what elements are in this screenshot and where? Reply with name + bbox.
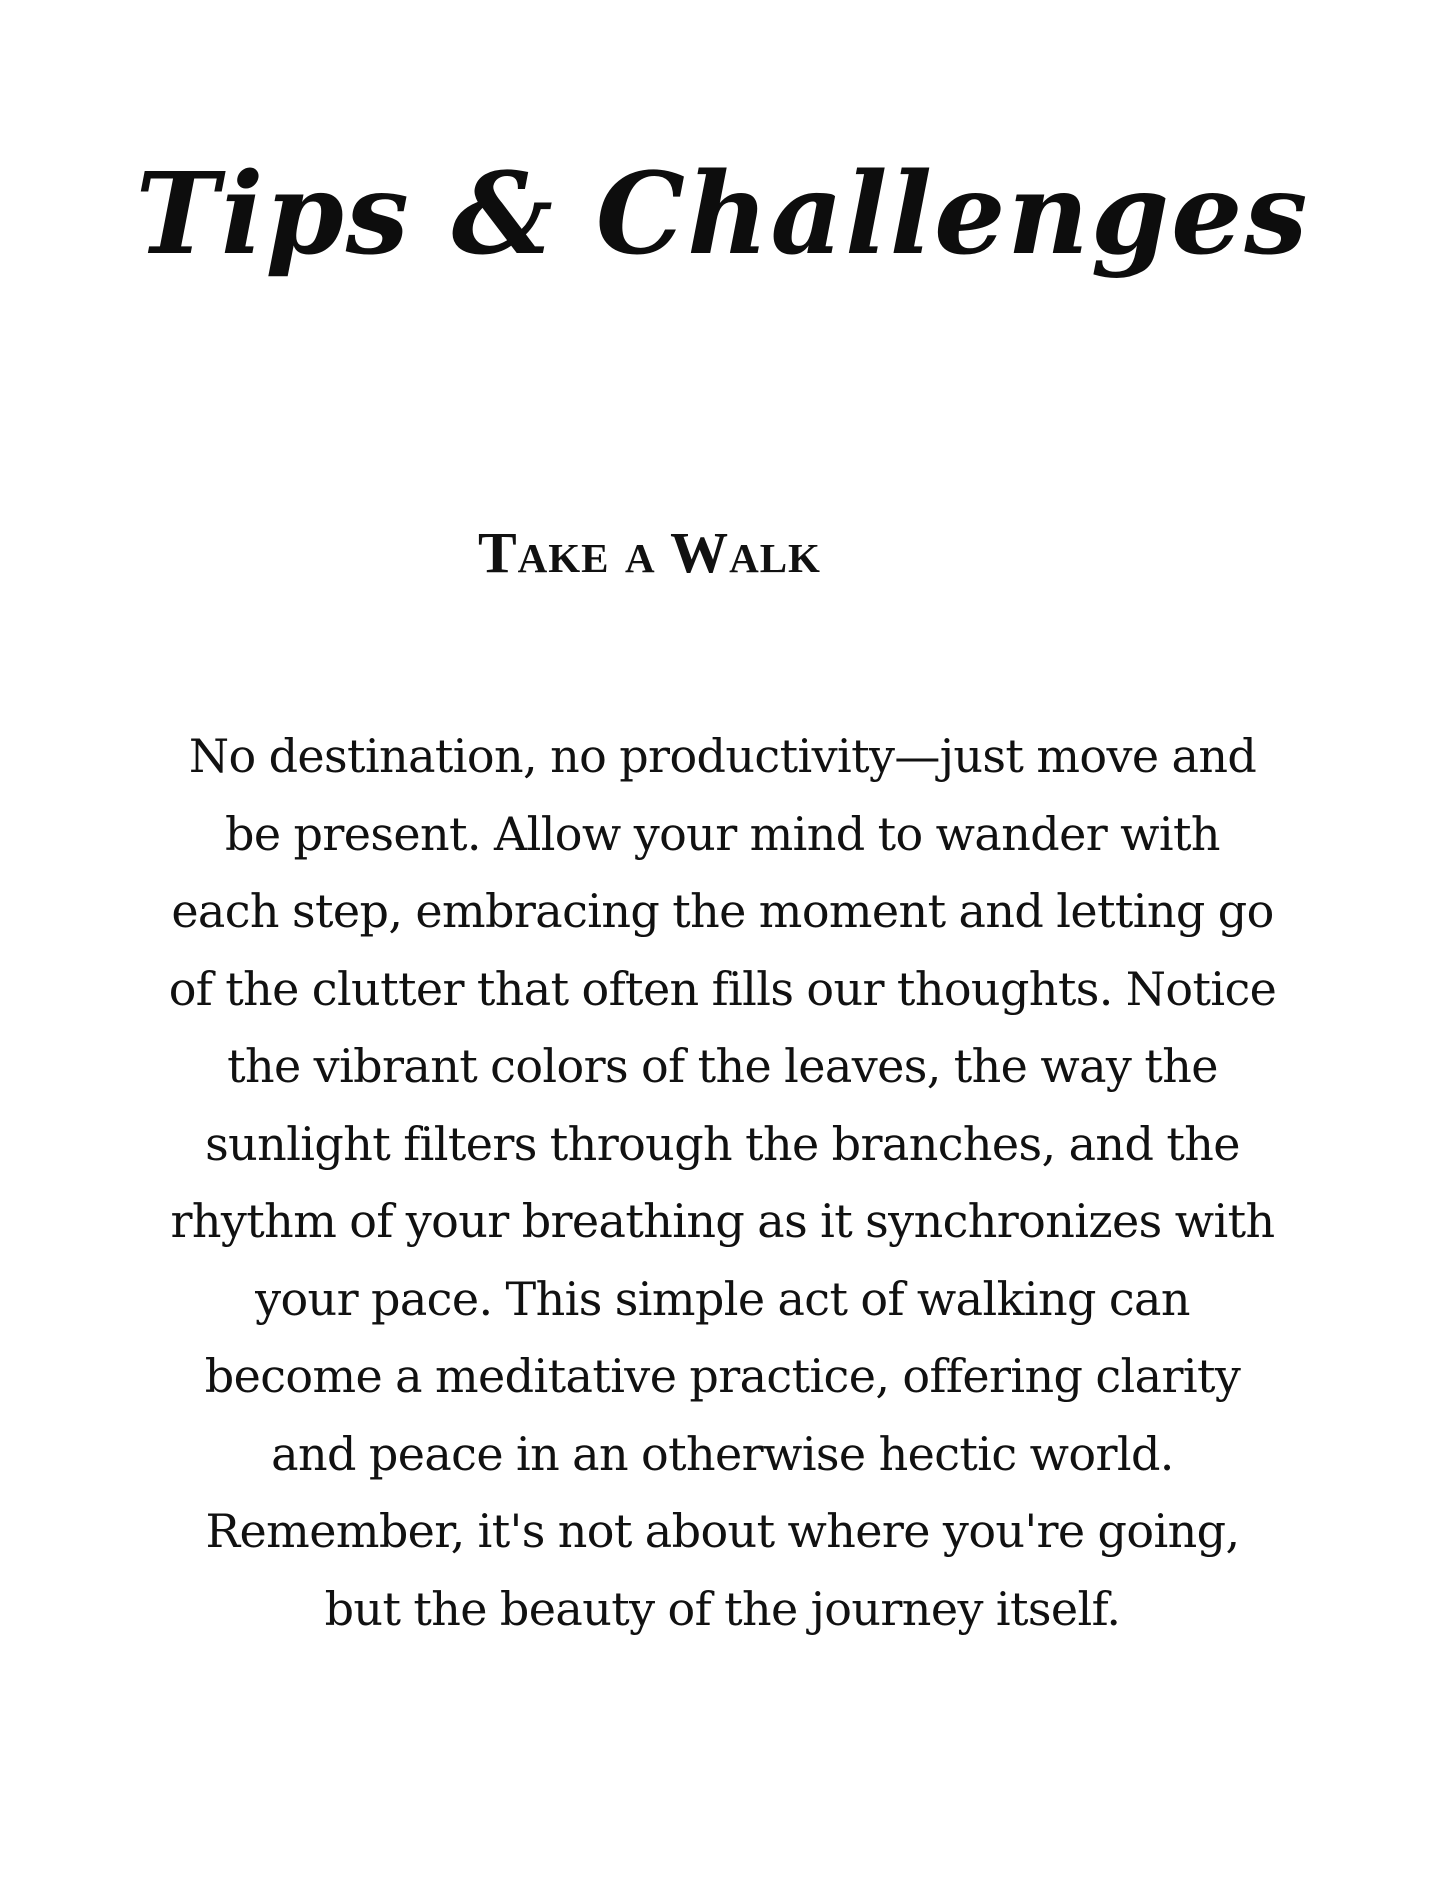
body-paragraph: No destination, no productivity—just move and be present. Allow your mind to wander with each step, embracing the moment and letting go of the clutter that often fills our thoughts. Notice the vibrant colors of the leaves, the way the sunlight filters through the branches, and the rhythm of your breathing as it synchronizes with your pace. This simple act of walking can become a meditative practice, offering clarity and peace in an otherwise hectic world. Remember, it's not about where you're going, but the beauty of the journey itself. [168,729,1277,1636]
section-heading: Take a Walk [478,520,821,585]
page-title: Tips & Challenges [135,149,1310,280]
